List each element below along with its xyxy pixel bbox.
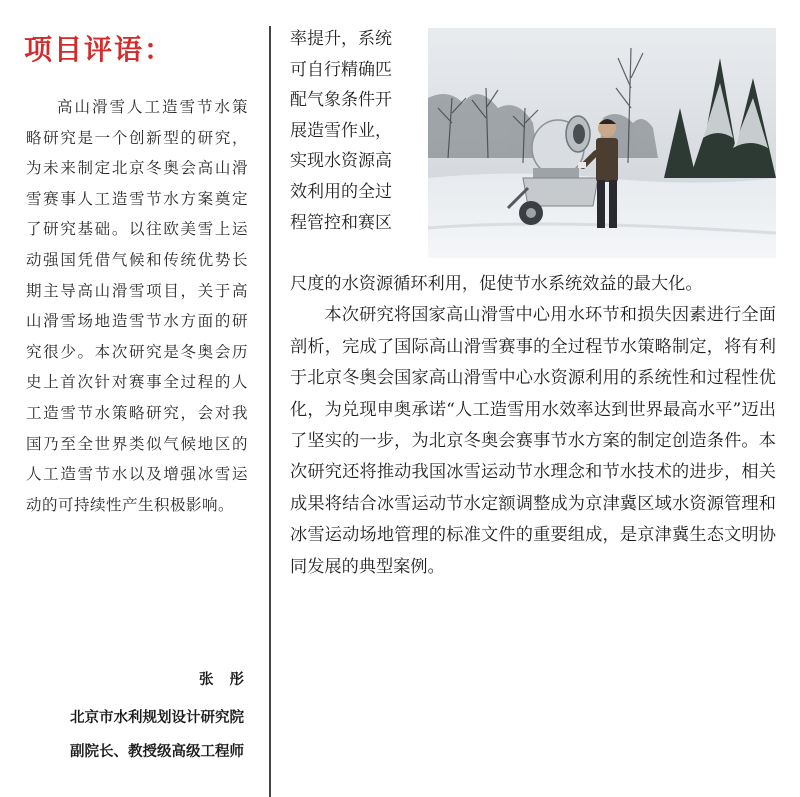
snow-cannon-photo bbox=[428, 28, 776, 258]
author-organization: 北京市水利规划设计研究院 bbox=[70, 710, 244, 726]
article-wrapped-lines bbox=[290, 24, 422, 238]
article-line: 实现水资源高 bbox=[290, 151, 392, 172]
article-continuation: 尺度的水资源循环利用，促使节水系统效益的最大化。 bbox=[290, 274, 703, 294]
section-title: 项目评语： bbox=[24, 33, 175, 66]
author-title: 副院长、教授级高级工程师 bbox=[70, 744, 244, 760]
article-line: 配气象条件开 bbox=[290, 90, 392, 111]
article-line: 效利用的全过 bbox=[290, 181, 392, 202]
article-line: 展造雪作业， bbox=[290, 120, 392, 141]
article-line: 可自行精确匹 bbox=[290, 59, 392, 80]
review-body: 高山滑雪人工造雪节水策略研究是一个创新型的研究，为未来制定北京冬奥会高山滑雪赛事人工造雪节水方案奠定了研究基础。以往欧美雪上运动强国凭借气候和传统优势长期主导高山滑雪项目，关于高山滑雪场地造雪节水方面的研究很少。本次研究是冬奥会历史上首次针对赛事全过程的人工造雪节水策略研究，会对我国乃至全世界类似气候地区的人工造雪节水以及增强冰雪运动的可持续性产生积极影响。 bbox=[26, 98, 248, 514]
article-line: 程管控和赛区 bbox=[290, 212, 392, 233]
article-paragraph: 本次研究将国家高山滑雪中心用水环节和损失因素进行全面剖析，完成了国际高山滑雪赛事的全过程节水策略制定，将有利于北京冬奥会国家高山滑雪中心水资源利用的系统性和过程性优化，为兑现申奥承诺“人工造雪用水效率达到世界最高水平”迈出了坚实的一步，为北京冬奥会赛事节水方案的制定创造条件。本次研究还将推动我国冰雪运动节水理念和节水技术的进步，相关成果将结合冰雪运动节水定额调整成为京津冀区域水资源管理和冰雪运动场地管理的标准文件的重要组成，是京津冀生态文明协同发展的典型案例。 bbox=[290, 305, 776, 577]
article-line: 率提升，系统 bbox=[290, 29, 392, 49]
article-body bbox=[290, 269, 776, 583]
column-divider bbox=[269, 26, 271, 797]
author-name: 张彤 bbox=[199, 672, 260, 688]
